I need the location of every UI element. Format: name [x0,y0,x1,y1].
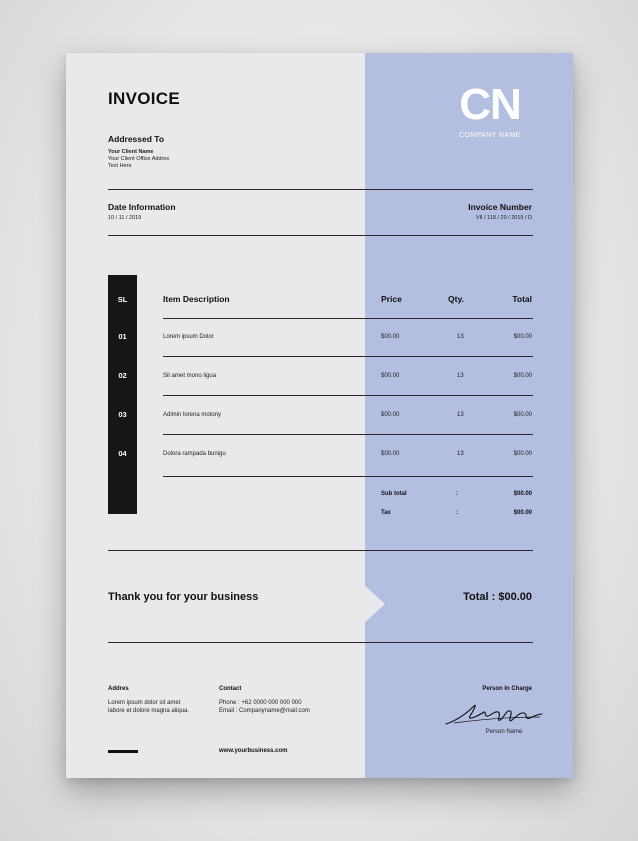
client-name: Your Client Name [108,149,154,155]
date-info-heading: Date Information [108,202,176,212]
divider [108,550,533,551]
divider [163,434,533,435]
sl-cell: 04 [118,449,127,458]
address-block [108,699,189,715]
grand-total: Total : $00.00 [463,591,532,603]
row-price: $00.00 [381,373,400,379]
client-block [108,149,169,170]
client-extra: Text Here [108,163,132,169]
row-description: Lorem ipsum Dolor [163,334,214,340]
invoice-number-heading: Invoice Number [468,202,532,212]
row-qty: 13 [457,412,464,418]
company-logo: CN [459,80,521,129]
invoice-number-value: VII / 118 / 20 / 2019 / D [475,215,532,221]
contact-heading: Contact [219,686,242,692]
row-total: $00.00 [513,412,532,418]
subtotal-sep: : [456,491,458,497]
divider [163,395,533,396]
header-price: Price [381,294,402,304]
person-in-charge-heading: Person In Charge [482,686,532,692]
row-total: $00.00 [513,451,532,457]
row-qty: 13 [457,373,464,379]
thank-you-message: Thank you for your business [108,591,259,603]
tax-value: $00.00 [513,510,532,516]
contact-block [219,699,310,715]
sl-cell: 03 [118,410,127,419]
divider [108,235,533,236]
header-total: Total [512,294,532,304]
row-qty: 13 [457,334,464,340]
invoice-title: INVOICE [108,89,181,108]
divider [163,318,533,319]
contact-phone: Phone : +62 0000 000 000 000 [219,700,302,706]
tax-sep: : [456,510,458,516]
addressed-to-heading: Addressed To [108,134,165,144]
row-qty: 13 [457,451,464,457]
subtotal-value: $00.00 [513,491,532,497]
row-description: Dolora rampada bunigu [163,451,226,457]
row-total: $00.00 [513,334,532,340]
contact-email: Email : Companyname@mail.com [219,708,310,714]
address-line: Lorem ipsum dolor sit amet [108,700,181,706]
row-price: $00.00 [381,334,400,340]
divider [163,476,533,477]
company-name: COMPANY NAME. [458,132,524,139]
row-description: Sit amet mono ligua [163,373,217,379]
client-address: Your Client Office Addres [108,156,170,162]
invoice-sheet [66,53,573,778]
tax-label: Tax [381,510,391,516]
header-description: Item Description [163,294,230,304]
subtotal-label: Sub total [381,491,407,497]
sl-cell: 01 [118,332,127,341]
divider [163,356,533,357]
divider [108,189,533,190]
address-heading: Addres [108,686,129,692]
footer-bar [108,750,138,753]
header-qty: Qty. [448,294,464,304]
sl-column [108,275,137,514]
row-price: $00.00 [381,451,400,457]
website[interactable]: www.yourbusiness.com [219,748,288,754]
signature-icon [444,698,544,728]
sl-cell: 02 [118,371,127,380]
divider [108,642,533,643]
row-price: $00.00 [381,412,400,418]
date-info-value: 10 / 11 / 2019 [108,215,142,221]
person-name: Person Name [485,729,523,735]
arrow-notch [365,586,385,622]
row-description: Adimin lorena motony [163,412,222,418]
address-line: labore et dolore magna aliqua. [108,708,190,714]
row-total: $00.00 [513,373,532,379]
sl-header: SL [117,295,128,304]
